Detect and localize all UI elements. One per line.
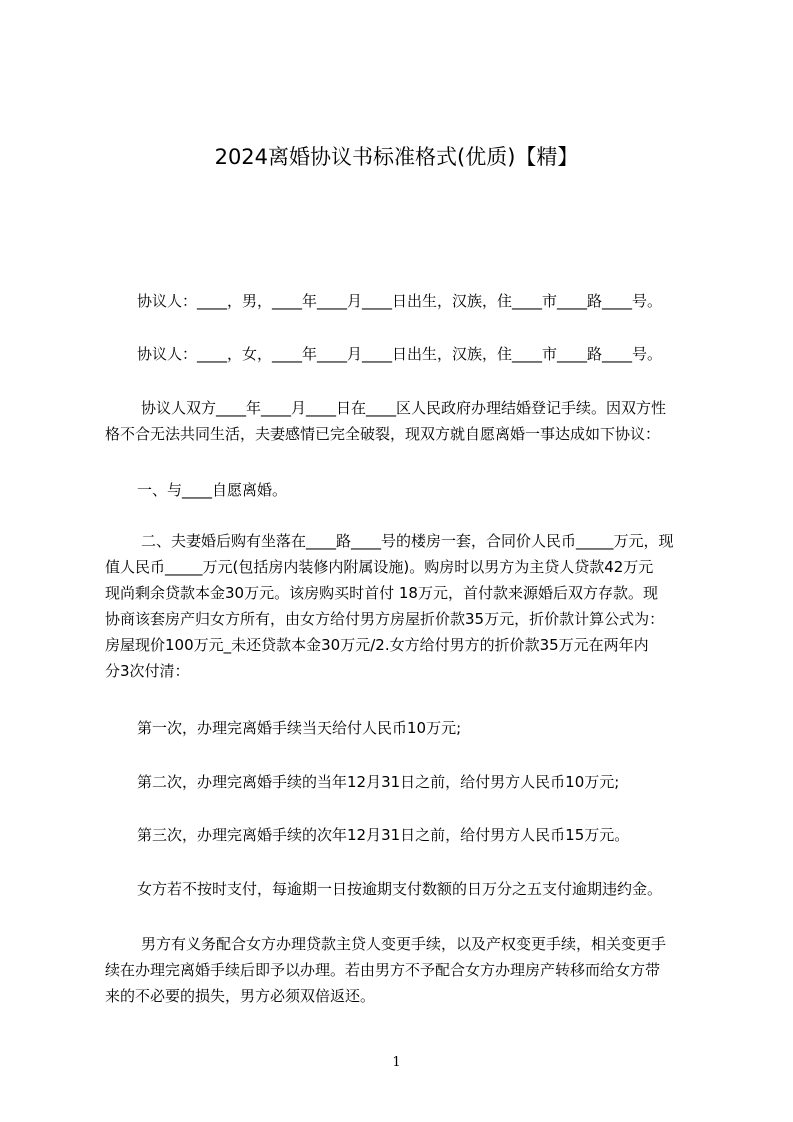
payment-1-text: 第一次，办理完离婚手续当天给付人民币10万元; [137, 719, 462, 737]
intro-paragraph [105, 395, 710, 447]
payment-3-text: 第三次，办理完离婚手续的次年12月31日之前，给付男方人民币15万元。 [137, 826, 630, 844]
cooperation-line: 来的不必要的损失，男方必须双倍返还。 [105, 987, 376, 1005]
cooperation-line: 男方有义务配合女方办理贷款主贷人变更手续，以及产权变更手续，相关变更手 [141, 935, 667, 953]
intro-line: 协议人双方____年____月____日在____区人民政府办理结婚登记手续。因双方性 [141, 399, 667, 417]
intro-line: 格不合无法共同生活，夫妻感情已完全破裂，现双方就自愿离婚一事达成如下协议： [105, 425, 661, 443]
penalty-clause [105, 876, 710, 902]
party-male-text: 协议人：____，男，____年____月____日出生，汉族，住____市____路____号。 [137, 292, 663, 310]
payment-1 [105, 715, 710, 741]
clause-1 [105, 477, 710, 503]
party-male-line [105, 288, 710, 314]
payment-2-text: 第二次，办理完离婚手续的当年12月31日之前，给付男方人民币10万元; [137, 773, 620, 791]
party-female-line [105, 341, 710, 367]
cooperation-paragraph [105, 931, 710, 1009]
page-number: 1 [392, 1055, 401, 1070]
clause-1-text: 一、与____自愿离婚。 [137, 481, 288, 499]
payment-3 [105, 822, 710, 848]
clause-2-line: 房屋现价100万元_未还贷款本金30万元/2.女方给付男方的折价款35万元在两年内 [105, 636, 649, 654]
clause-2-line: 值人民币_____万元(包括房内装修内附属设施)。购房时以男方为主贷人贷款42万元 [105, 558, 654, 576]
party-female-text: 协议人：____，女，____年____月____日出生，汉族，住____市____路____号。 [137, 345, 663, 363]
payment-2 [105, 769, 710, 795]
clause-2-line: 协商该套房产归女方所有，由女方给付男方房屋折价款35万元，折价款计算公式为： [105, 610, 665, 628]
clause-2-line: 现尚剩余贷款本金30万元。该房购买时首付 18万元，首付款来源婚后双方存款。现 [105, 584, 658, 602]
penalty-text: 女方若不按时支付，每逾期一日按逾期支付数额的日万分之五支付逾期违约金。 [137, 880, 663, 898]
clause-2-line: 分3次付清： [105, 662, 190, 680]
clause-2-line: 二、夫妻婚后购有坐落在____路____号的楼房一套，合同价人民币_____万元，现 [141, 532, 674, 550]
page-title: 2024离婚协议书标准格式(优质)【精】 [214, 145, 579, 169]
clause-2-paragraph [105, 528, 710, 684]
cooperation-line: 续在办理完离婚手续后即予以办理。若由男方不予配合女方办理房产转移而给女方带 [105, 961, 661, 979]
